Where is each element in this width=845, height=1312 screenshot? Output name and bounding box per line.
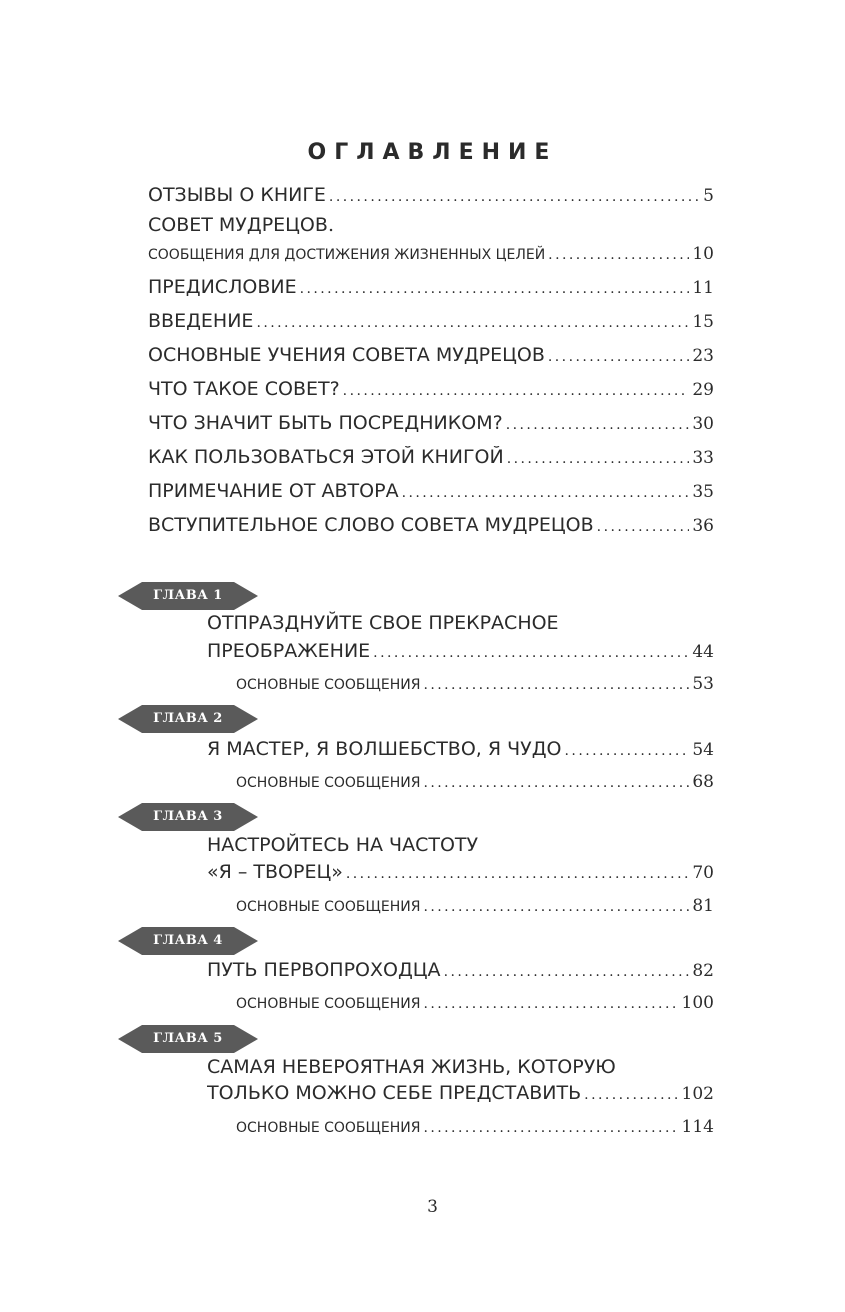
dot-leader (423, 1120, 678, 1136)
toc-entry-how-to-use[interactable] (148, 446, 714, 468)
toc-entry-mediator[interactable] (148, 412, 714, 434)
chapter-title-line[interactable]: НАСТРОЙТЕСЬ НА ЧАСТОТУ (207, 834, 479, 856)
toc-entry-wisdom-subtitle[interactable] (148, 244, 714, 264)
chapter-badge (118, 1025, 258, 1053)
toc-entry-page: 81 (692, 896, 714, 916)
chapter-badge-label: ГЛАВА 5 (153, 1031, 223, 1046)
toc-entry-label: ОТЗЫВЫ О КНИГЕ (148, 184, 326, 206)
toc-entry-what-is-council[interactable] (148, 378, 714, 400)
dot-leader (423, 775, 689, 791)
toc-entry-label: ОСНОВНЫЕ УЧЕНИЯ СОВЕТА МУДРЕЦОВ (148, 344, 545, 366)
toc-entry-label: ЧТО ТАКОЕ СОВЕТ? (148, 378, 340, 400)
toc-entry-label: СООБЩЕНИЯ ДЛЯ ДОСТИЖЕНИЯ ЖИЗНЕННЫХ ЦЕЛЕЙ (148, 247, 546, 263)
toc-entry-page: 15 (692, 312, 714, 332)
dot-leader (402, 485, 690, 501)
chapter-badge (118, 803, 258, 831)
toc-entry-label: ПРИМЕЧАНИЕ ОТ АВТОРА (148, 480, 399, 502)
toc-entry-label: ОСНОВНЫЕ СООБЩЕНИЯ (236, 1120, 421, 1136)
toc-entry-label: ОСНОВНЫЕ СООБЩЕНИЯ (236, 677, 421, 693)
toc-entry-page: 82 (692, 961, 714, 981)
toc-entry-label: «Я – ТВОРЕЦ» (207, 861, 343, 883)
dot-leader (373, 645, 689, 661)
chapter-badge (118, 927, 258, 955)
toc-entry-main-teachings[interactable] (148, 344, 714, 366)
dot-leader (548, 349, 689, 365)
toc-entry-chapter-5[interactable] (207, 1082, 714, 1104)
toc-entry-label: ОСНОВНЫЕ СООБЩЕНИЯ (236, 899, 421, 915)
toc-entry-label: СОВЕТ МУДРЕЦОВ (148, 214, 328, 236)
toc-entry-page: 102 (681, 1084, 714, 1104)
toc-entry-opening-word[interactable] (148, 514, 714, 536)
toc-entry-label: ВСТУПИТЕЛЬНОЕ СЛОВО СОВЕТА МУДРЕЦОВ (148, 514, 594, 536)
dot-leader (507, 451, 690, 467)
toc-entry-foreword[interactable] (148, 276, 714, 298)
toc-entry-label: Я МАСТЕР, Я ВОЛШЕБСТВО, Я ЧУДО (207, 738, 562, 760)
toc-entry-author-note[interactable] (148, 480, 714, 502)
title-dot: . (327, 214, 334, 236)
dot-leader (423, 677, 689, 693)
chapter-title-line[interactable]: САМАЯ НЕВЕРОЯТНАЯ ЖИЗНЬ, КОТОРУЮ (207, 1056, 616, 1078)
toc-entry-chapter-2[interactable] (207, 738, 714, 760)
page-number: 3 (427, 1197, 438, 1217)
toc-entry-page: 29 (692, 380, 714, 400)
toc-entry-chapter-1-messages[interactable] (236, 674, 714, 694)
dot-leader (300, 281, 690, 297)
toc-entry-label: ПУТЬ ПЕРВОПРОХОДЦА (207, 959, 441, 981)
dot-leader (597, 519, 690, 535)
toc-entry-chapter-3-messages[interactable] (236, 896, 714, 916)
toc-entry-label: ЧТО ЗНАЧИТ БЫТЬ ПОСРЕДНИКОМ? (148, 412, 503, 434)
toc-entry-chapter-5-messages[interactable] (236, 1117, 714, 1137)
toc-entry-label: КАК ПОЛЬЗОВАТЬСЯ ЭТОЙ КНИГОЙ (148, 446, 504, 468)
toc-entry-page: 54 (692, 740, 714, 760)
toc-entry-page: 33 (692, 448, 714, 468)
dot-leader (329, 189, 700, 205)
dot-leader (444, 964, 690, 980)
chapter-badge (118, 705, 258, 733)
dot-leader (584, 1087, 678, 1103)
toc-entry-page: 35 (692, 482, 714, 502)
toc-entry-label: ОСНОВНЫЕ СООБЩЕНИЯ (236, 775, 421, 791)
toc-entry-page: 36 (692, 516, 714, 536)
dot-leader (346, 866, 690, 882)
toc-entry-page: 44 (692, 642, 714, 662)
toc-entry-page: 10 (692, 244, 714, 264)
toc-entry-wisdom-title[interactable] (148, 214, 334, 236)
dot-leader (565, 743, 690, 759)
dot-leader (256, 315, 689, 331)
chapter-title-line[interactable]: ОТПРАЗДНУЙТЕ СВОЕ ПРЕКРАСНОЕ (207, 612, 559, 634)
chapter-badge-label: ГЛАВА 1 (153, 588, 223, 603)
chapter-badge-label: ГЛАВА 4 (153, 933, 223, 948)
toc-entry-chapter-2-messages[interactable] (236, 772, 714, 792)
toc-entry-chapter-4[interactable] (207, 959, 714, 981)
chapter-badge-label: ГЛАВА 2 (153, 711, 223, 726)
toc-entry-page: 11 (692, 278, 714, 298)
toc-entry-page: 5 (703, 186, 714, 206)
toc-entry-page: 23 (692, 346, 714, 366)
toc-entry-chapter-1[interactable] (207, 640, 714, 662)
toc-entry-label: ОСНОВНЫЕ СООБЩЕНИЯ (236, 996, 421, 1012)
toc-entry-page: 68 (692, 772, 714, 792)
chapter-badge (118, 582, 258, 610)
chapter-badge-label: ГЛАВА 3 (153, 809, 223, 824)
toc-entry-label: ПРЕДИСЛОВИЕ (148, 276, 297, 298)
dot-leader (548, 247, 689, 263)
toc-entry-page: 30 (692, 414, 714, 434)
toc-entry-chapter-3[interactable] (207, 861, 714, 883)
toc-entry-label: ВВЕДЕНИЕ (148, 310, 254, 332)
dot-leader (343, 383, 690, 399)
toc-entry-page: 114 (681, 1117, 714, 1137)
dot-leader (423, 996, 678, 1012)
toc-entry-label: ТОЛЬКО МОЖНО СЕБЕ ПРЕДСТАВИТЬ (207, 1082, 582, 1104)
toc-title: ОГЛАВЛЕНИЕ (307, 140, 558, 165)
toc-entry-chapter-4-messages[interactable] (236, 993, 714, 1013)
toc-entry-label: ПРЕОБРАЖЕНИЕ (207, 640, 371, 662)
toc-entry-page: 100 (681, 993, 714, 1013)
toc-entry-page: 70 (692, 863, 714, 883)
toc-entry-reviews[interactable] (148, 184, 714, 206)
dot-leader (506, 417, 690, 433)
toc-entry-introduction[interactable] (148, 310, 714, 332)
toc-entry-page: 53 (692, 674, 714, 694)
dot-leader (423, 899, 689, 915)
